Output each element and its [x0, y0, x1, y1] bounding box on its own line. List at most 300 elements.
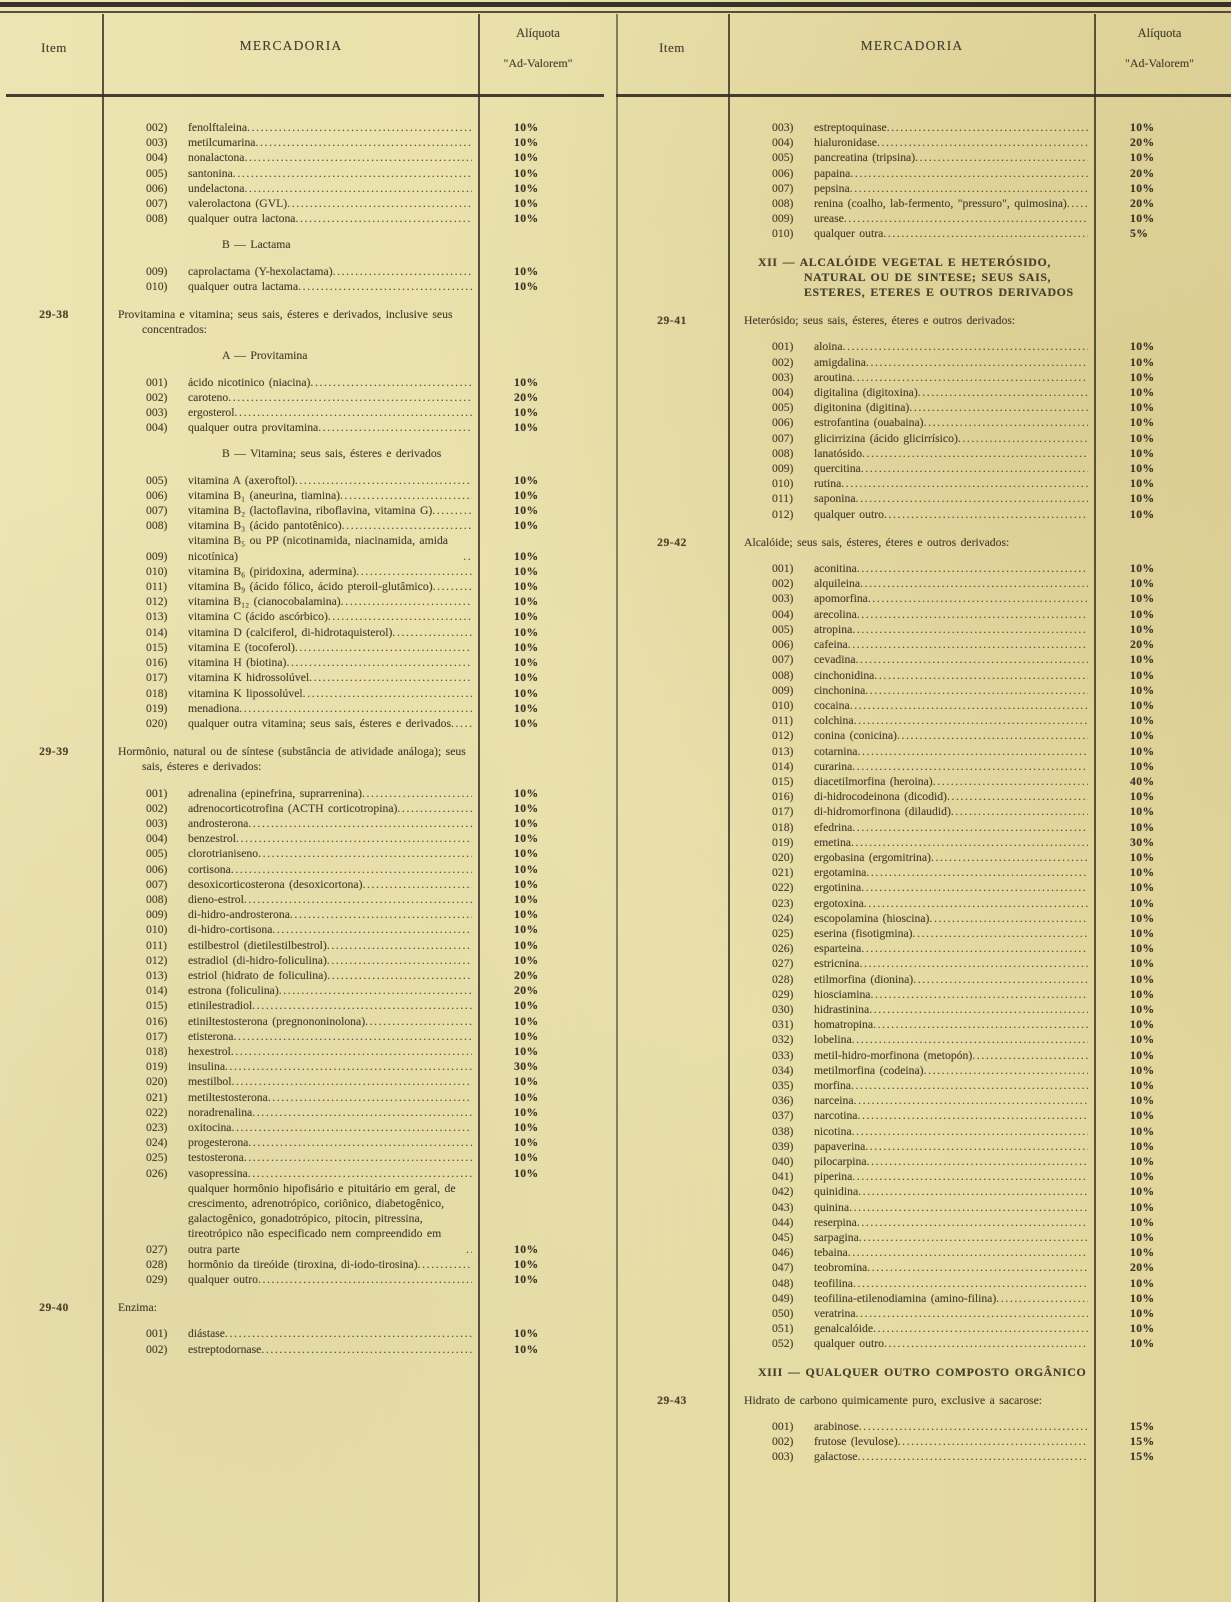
- row-code: 012): [146, 595, 168, 609]
- aliquota-value: 10%: [1130, 1215, 1155, 1229]
- aliquota-value: 10%: [514, 999, 539, 1013]
- dot-leader: [866, 865, 1088, 880]
- aliquota-value: 10%: [514, 473, 539, 487]
- row-code: 021): [772, 866, 794, 880]
- dot-leader: [929, 911, 1088, 926]
- table-row: [6, 1150, 604, 1165]
- row-label: metilcumarina: [188, 136, 256, 150]
- row-label: caroteno: [188, 390, 229, 404]
- merc-cell: [728, 1336, 1096, 1351]
- aliquota-value: 10%: [514, 1075, 539, 1089]
- row-code: 005): [146, 847, 168, 861]
- merc-cell: [102, 877, 480, 892]
- aliquota-value: 10%: [1130, 607, 1155, 621]
- row-label: veratrina: [814, 1307, 856, 1321]
- row-label: ergotoxina: [814, 896, 864, 910]
- dot-leader: [850, 166, 1088, 181]
- row-label: digitonina (digitina): [814, 401, 910, 415]
- dot-leader: [859, 1419, 1088, 1434]
- table-row: [6, 938, 604, 953]
- dot-leader: [851, 835, 1088, 850]
- aliquota-value: 10%: [1130, 577, 1155, 591]
- merc-cell: [102, 701, 480, 716]
- row-label: di-hidro-cortisona: [188, 923, 273, 937]
- dot-leader: [296, 211, 473, 226]
- dot-leader: [850, 181, 1088, 196]
- row-code: 009): [772, 683, 794, 697]
- row-label: estreptoquinase: [814, 121, 887, 134]
- aliquota-value: 10%: [514, 166, 539, 180]
- aliquota-value: 10%: [514, 279, 539, 293]
- table-row: [6, 150, 604, 165]
- dot-leader: [857, 744, 1088, 759]
- aliquota-value: 10%: [514, 1327, 539, 1341]
- table-row: [616, 385, 1231, 400]
- merc-cell: [102, 181, 480, 196]
- aliquota-value: 10%: [514, 595, 539, 609]
- merc-cell: [728, 1321, 1096, 1336]
- row-label: hialuronidase: [814, 136, 877, 150]
- table-row: [6, 1272, 604, 1287]
- table-row: [6, 564, 604, 579]
- subheading-text: B — Vitamina; seus sais, ésteres e derivados: [222, 447, 442, 461]
- dot-leader: [290, 907, 472, 922]
- table-row: [6, 1029, 604, 1044]
- table-row: [616, 561, 1231, 576]
- item-number: 29-38: [39, 308, 69, 322]
- table-row: [616, 789, 1231, 804]
- row-code: 022): [146, 1105, 168, 1119]
- row-code: 020): [146, 716, 168, 730]
- row-code: 001): [772, 340, 794, 354]
- aliquota-value: 10%: [1130, 121, 1155, 134]
- dot-leader: [239, 701, 472, 716]
- row-code: 008): [772, 197, 794, 211]
- row-label: cortisona: [188, 862, 231, 876]
- aliquota-value: 10%: [1130, 1276, 1155, 1290]
- row-label: rutina: [814, 477, 842, 491]
- aliquota-value: 10%: [1130, 1155, 1155, 1168]
- row-label: santonina: [188, 166, 233, 180]
- table-row: [6, 801, 604, 816]
- row-code: 004): [772, 386, 794, 400]
- aliquota-value: 10%: [1130, 972, 1155, 986]
- table-row: [6, 701, 604, 716]
- dot-leader: [852, 1124, 1088, 1139]
- row-label: desoxicorticosterona (desoxicortona): [188, 877, 363, 891]
- dot-leader: [843, 339, 1088, 354]
- dot-leader: [365, 1014, 472, 1029]
- row-label: vitamina K lipossolúvel: [188, 686, 303, 700]
- row-label: adrenalina (epinefrina, suprarrenina): [188, 786, 362, 800]
- merc-cell: [728, 150, 1096, 165]
- row-code: 046): [772, 1246, 794, 1260]
- merc-cell: [102, 1120, 480, 1135]
- row-code: 007): [772, 431, 794, 445]
- row-label: adrenocorticotrofina (ACTH corticotropina): [188, 801, 398, 815]
- table-row: [616, 400, 1231, 415]
- merc-cell: [728, 1260, 1096, 1275]
- row-label: teobromina: [814, 1261, 868, 1275]
- row-label: cafeina: [814, 638, 848, 652]
- row-label: emetina: [814, 835, 851, 849]
- table-row: [6, 686, 604, 701]
- row-label: lobelina: [814, 1033, 852, 1047]
- table-row: [6, 1059, 604, 1074]
- table-row: [6, 1181, 604, 1257]
- row-code: 003): [772, 121, 794, 134]
- dot-leader: [252, 1105, 472, 1120]
- row-code: 018): [772, 820, 794, 834]
- row-code: 016): [146, 1014, 168, 1028]
- row-code: 031): [772, 1018, 794, 1032]
- row-code: 001): [146, 1327, 168, 1341]
- aliquota-value: 10%: [1130, 1337, 1155, 1351]
- row-label: arecolina: [814, 607, 857, 621]
- merc-cell: [728, 591, 1096, 606]
- row-code: 004): [146, 151, 168, 165]
- dot-leader: [310, 375, 472, 390]
- merc-cell: [102, 922, 480, 937]
- table-row: [616, 1002, 1231, 1017]
- table-body: [616, 98, 1231, 1602]
- dot-leader: [303, 686, 472, 701]
- merc-cell: [728, 880, 1096, 895]
- row-label: cotarnina: [814, 744, 858, 758]
- aliquota-value: 10%: [514, 847, 539, 861]
- dot-leader: [913, 972, 1088, 987]
- table-row: [6, 181, 604, 196]
- table-row: [616, 850, 1231, 865]
- row-label: nonalactona: [188, 151, 245, 165]
- aliquota-value: 20%: [514, 968, 539, 982]
- row-code: 011): [772, 714, 793, 728]
- table-row: [616, 1184, 1231, 1199]
- dot-leader: [433, 579, 472, 594]
- table-row: [616, 461, 1231, 476]
- dot-leader: [231, 1044, 472, 1059]
- row-label: pepsina: [814, 181, 850, 195]
- merc-cell: [728, 431, 1096, 446]
- row-code: 013): [146, 968, 168, 982]
- dot-leader: [248, 816, 472, 831]
- dot-leader: [862, 446, 1088, 461]
- dot-leader: [225, 1059, 472, 1074]
- merc-cell: [102, 150, 480, 165]
- row-code: 022): [772, 881, 794, 895]
- row-code: 002): [772, 577, 794, 591]
- merc-cell: [102, 375, 480, 390]
- aliquota-value: 10%: [514, 519, 539, 533]
- aliquota-value: 10%: [514, 1120, 539, 1134]
- dot-leader: [392, 625, 472, 640]
- row-label: oxitocina: [188, 1120, 232, 1134]
- aliquota-value: 5%: [1130, 227, 1149, 241]
- aliquota-value: 10%: [1130, 881, 1155, 895]
- merc-cell: [102, 488, 480, 503]
- row-label: renina (coalho, lab-fermento, "pressuro", quimosina): [814, 197, 1067, 211]
- row-label: cocaina: [814, 698, 850, 712]
- merc-cell: [102, 625, 480, 640]
- dot-leader: [258, 846, 472, 861]
- aliquota-value: 10%: [1130, 1018, 1155, 1032]
- aliquota-value: 10%: [1130, 957, 1155, 971]
- dot-leader: [913, 926, 1088, 941]
- aliquota-value: 10%: [1130, 1170, 1155, 1184]
- row-code: 026): [146, 1166, 168, 1180]
- row-label: vitamina B₅ ou PP (nicotinamida, niacinamida, amida nicotínica): [188, 534, 448, 563]
- merc-cell: [102, 1166, 480, 1181]
- row-code: 004): [146, 421, 168, 435]
- aliquota-value: 10%: [514, 1273, 539, 1287]
- roman-heading-text: XII — ALCALÓIDE VEGETAL E HETERÓSIDO, NATURAL OU DE SINTESE; SEUS SAIS, ESTERES, ETERES E OUTROS DERIVADOS: [758, 254, 1074, 300]
- aliquota-value: 10%: [1130, 477, 1155, 491]
- merc-cell: [102, 264, 480, 279]
- row-code: 038): [772, 1124, 794, 1138]
- merc-cell: [728, 911, 1096, 926]
- row-label: morfina: [814, 1078, 851, 1092]
- header-rule: [6, 94, 604, 97]
- table-row: [6, 892, 604, 907]
- dot-leader: [856, 652, 1088, 667]
- row-code: 013): [146, 610, 168, 624]
- merc-cell: [728, 637, 1096, 652]
- merc-cell: [728, 987, 1096, 1002]
- table-row: [616, 728, 1231, 743]
- aliquota-value: 10%: [1130, 1139, 1155, 1153]
- aliquota-value: 10%: [514, 1090, 539, 1104]
- row-label: narceina: [814, 1094, 854, 1108]
- row-code: 009): [772, 212, 794, 226]
- dot-leader: [947, 789, 1088, 804]
- row-code: 012): [772, 729, 794, 743]
- dot-leader: [451, 716, 472, 731]
- aliquota-value: 10%: [514, 1257, 539, 1271]
- row-label: estrona (foliculina): [188, 984, 279, 998]
- dot-leader: [868, 591, 1088, 606]
- aliquota-value: 10%: [1130, 942, 1155, 956]
- dot-leader: [256, 135, 473, 150]
- row-label: aloina: [814, 340, 843, 354]
- aliquota-value: 10%: [1130, 1109, 1155, 1123]
- aliquota-value: 10%: [1130, 370, 1155, 384]
- aliquota-value: 10%: [514, 923, 539, 937]
- row-code: 004): [146, 832, 168, 846]
- table-row: [6, 518, 604, 533]
- row-label: genalcalóide: [814, 1322, 874, 1336]
- row-label: quinidina: [814, 1185, 859, 1199]
- table-row: [616, 987, 1231, 1002]
- table-row: [616, 683, 1231, 698]
- row-code: 008): [146, 892, 168, 906]
- header-ad-valorem: "Ad-Valorem": [503, 56, 573, 70]
- table-row: [616, 1154, 1231, 1169]
- aliquota-value: 10%: [1130, 1094, 1155, 1108]
- row-code: 019): [146, 1060, 168, 1074]
- table-body: [6, 98, 604, 1602]
- row-label: pilocarpina: [814, 1155, 867, 1168]
- dot-leader: [857, 1215, 1088, 1230]
- table-row: [616, 491, 1231, 506]
- aliquota-value: 10%: [1130, 1231, 1155, 1245]
- dot-leader: [362, 877, 472, 892]
- row-label: vasopressina: [188, 1166, 248, 1180]
- row-code: 009): [146, 264, 168, 278]
- table-row: [616, 1449, 1231, 1464]
- dot-leader: [418, 1257, 472, 1272]
- table-row: [616, 211, 1231, 226]
- aliquota-value: 10%: [1130, 1307, 1155, 1321]
- row-label: digitalina (digitoxina): [814, 386, 918, 400]
- row-code: 016): [772, 790, 794, 804]
- row-label: estreptodornase: [188, 1342, 262, 1356]
- merc-cell: [728, 561, 1096, 576]
- row-label: pancreatina (tripsina): [814, 151, 916, 165]
- row-label: vitamina H (biotina): [188, 656, 287, 670]
- row-label: vitamina B₁₂ (cianocobalamina): [188, 595, 341, 609]
- subheading-row: [6, 446, 604, 461]
- aliquota-value: 10%: [1130, 1002, 1155, 1016]
- row-code: 007): [772, 653, 794, 667]
- row-code: 014): [146, 625, 168, 639]
- table-header: [6, 14, 604, 92]
- row-code: 005): [772, 151, 794, 165]
- dot-leader: [244, 181, 472, 196]
- merc-cell: [102, 564, 480, 579]
- dot-leader: [958, 431, 1088, 446]
- row-label: ergotamina: [814, 866, 867, 880]
- row-code: 049): [772, 1291, 794, 1305]
- aliquota-value: 10%: [514, 549, 539, 563]
- aliquota-value: 10%: [1130, 562, 1155, 576]
- row-label: cevadina: [814, 653, 856, 667]
- merc-cell: [102, 420, 480, 435]
- row-code: 004): [772, 607, 794, 621]
- table-row: [616, 196, 1231, 211]
- aliquota-value: 10%: [1130, 181, 1155, 195]
- section-text: Hormônio, natural ou de síntese (substância de atividade análoga); seus sais, ésteres e derivados:: [118, 745, 466, 774]
- dot-leader: [887, 120, 1088, 135]
- table-row: [616, 926, 1231, 941]
- table-row: [6, 655, 604, 670]
- row-label: qualquer outro: [814, 507, 884, 521]
- dot-leader: [852, 1032, 1088, 1047]
- table-row: [6, 1105, 604, 1120]
- aliquota-value: 10%: [514, 656, 539, 670]
- dot-leader: [848, 1245, 1088, 1260]
- table-row: [6, 831, 604, 846]
- header-ad-valorem: "Ad-Valorem": [1124, 56, 1195, 70]
- row-code: 025): [772, 926, 794, 940]
- row-label: di-hidromorfinona (dilaudid): [814, 805, 951, 819]
- table-row: [616, 1260, 1231, 1275]
- top-double-rule-thin: [0, 11, 1231, 13]
- aliquota-value: 10%: [1130, 1322, 1155, 1336]
- table-row: [6, 968, 604, 983]
- table-row: [616, 355, 1231, 370]
- table-row: [616, 1200, 1231, 1215]
- dot-leader: [918, 385, 1088, 400]
- table-row: [616, 370, 1231, 385]
- merc-cell: [728, 1139, 1096, 1154]
- merc-cell: [728, 820, 1096, 835]
- aliquota-value: 10%: [514, 121, 539, 134]
- table-row: [616, 1108, 1231, 1123]
- merc-cell: [728, 1078, 1096, 1093]
- aliquota-value: 10%: [1130, 668, 1155, 682]
- dot-leader: [272, 922, 472, 937]
- dot-leader: [852, 820, 1088, 835]
- row-label: valerolactona (GVL): [188, 197, 288, 211]
- section-row: [6, 307, 604, 337]
- row-code: 025): [146, 1151, 168, 1165]
- row-code: 001): [146, 375, 168, 389]
- roman-heading-row: [616, 255, 1231, 301]
- row-label: estriol (hidrato de foliculina): [188, 968, 328, 982]
- aliquota-value: 10%: [1130, 1291, 1155, 1305]
- aliquota-value: 10%: [1130, 790, 1155, 804]
- section-text: Alcalóide; seus sais, ésteres, éteres e outros derivados:: [744, 535, 1010, 549]
- row-label: dieno-estrol: [188, 892, 244, 906]
- dot-leader: [859, 1230, 1088, 1245]
- row-code: 021): [146, 1090, 168, 1104]
- merc-cell: [728, 652, 1096, 667]
- merc-cell: [102, 938, 480, 953]
- merc-cell: [102, 1029, 480, 1044]
- dot-leader: [232, 1120, 473, 1135]
- row-label: vitamina A (axeroftol): [188, 473, 295, 487]
- table-row: [616, 1139, 1231, 1154]
- aliquota-value: 10%: [1130, 1200, 1155, 1214]
- row-code: 023): [146, 1120, 168, 1134]
- table-row: [6, 1090, 604, 1105]
- row-code: 030): [772, 1002, 794, 1016]
- merc-cell: [728, 835, 1096, 850]
- dot-leader: [884, 1336, 1088, 1351]
- table-row: [616, 1276, 1231, 1291]
- aliquota-value: 10%: [1130, 744, 1155, 758]
- row-label: diacetilmorfina (heroina): [814, 774, 933, 788]
- merc-cell: [728, 1215, 1096, 1230]
- dot-leader: [858, 1184, 1088, 1199]
- row-code: 010): [146, 279, 168, 293]
- dot-leader: [333, 264, 472, 279]
- table-row: [616, 150, 1231, 165]
- dot-leader: [233, 166, 472, 181]
- merc-cell: [102, 816, 480, 831]
- table-row: [616, 1434, 1231, 1449]
- aliquota-value: 10%: [1130, 431, 1155, 445]
- table-row: [616, 622, 1231, 637]
- row-label: urease: [814, 212, 844, 226]
- table-row: [616, 1291, 1231, 1306]
- dot-leader: [924, 415, 1088, 430]
- row-label: qualquer outra lactama: [188, 279, 299, 293]
- table-row: [616, 446, 1231, 461]
- aliquota-value: 10%: [514, 1242, 539, 1256]
- merc-cell: [728, 1291, 1096, 1306]
- merc-cell: [728, 576, 1096, 591]
- row-label: vitamina B₂ (lactoflavina, riboflavina, vitamina G): [188, 504, 433, 518]
- dot-leader: [244, 150, 472, 165]
- row-code: 007): [146, 197, 168, 211]
- row-code: 008): [772, 446, 794, 460]
- row-label: metil-hidro-morfinona (metopón): [814, 1048, 973, 1062]
- dot-leader: [865, 683, 1088, 698]
- merc-cell: [102, 1090, 480, 1105]
- aliquota-value: 10%: [514, 671, 539, 685]
- dot-leader: [295, 473, 472, 488]
